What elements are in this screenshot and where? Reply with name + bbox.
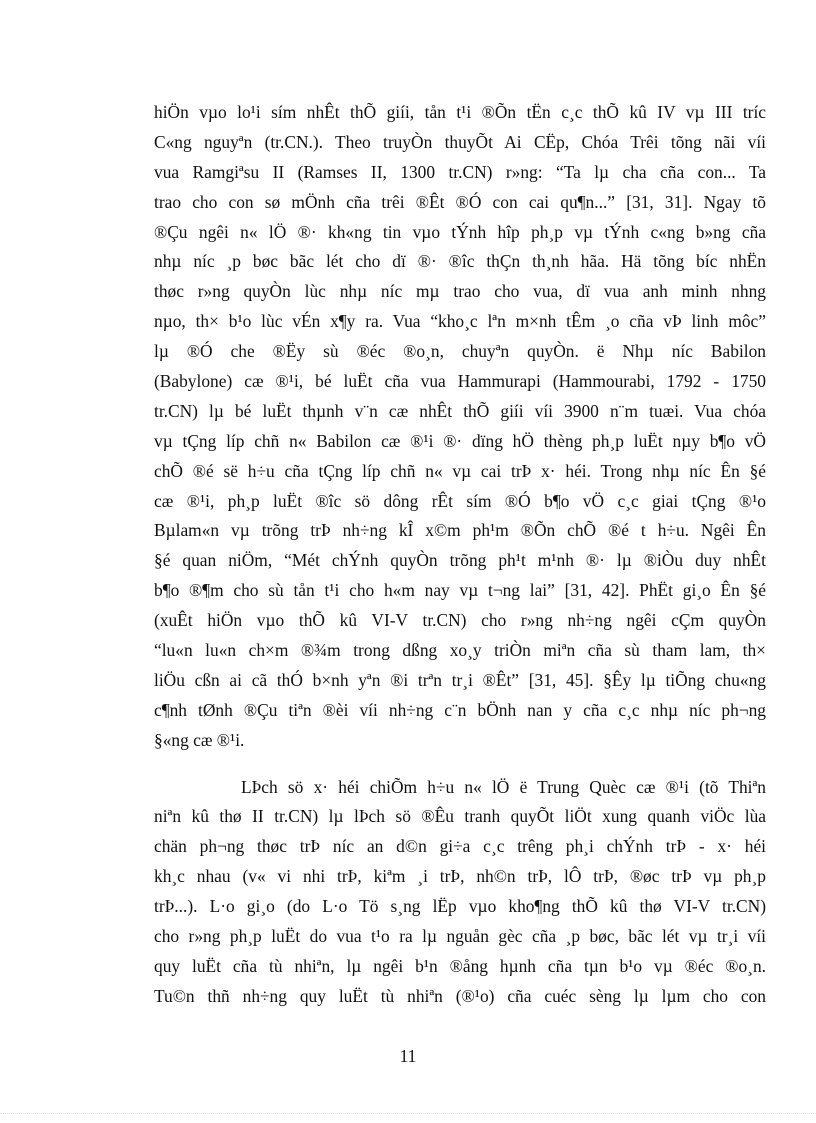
text-line: §é quan niÖm, “Mét chÝnh quyÒn trõng ph¹t m¹nh ®· lµ ®iÒu duy nhÊt [154,550,766,571]
page-number: 11 [399,1046,417,1066]
paragraph-1 [154,98,766,756]
text-line: (xuÊt hiÖn vµo thÕ kû VI-V tr.CN) cho r»ng nh÷ng ngêi cÇm quyÒn [154,610,766,631]
text-line: (Babylone) cæ ®¹i, bé luËt cña vua Hammurapi (Hammourabi, 1792 - 1750 [154,371,766,392]
text-line: ®Çu ngêi n« lÖ ®· kh«ng tin vµo tÝnh hîp ph¸p vµ tÝnh c«ng b»ng cña [154,221,766,242]
text-line: LÞch sö x· héi chiÕm h÷u n« lÖ ë Trung Quèc cæ ®¹i (tõ Thiªn [241,776,766,797]
body-text [154,98,766,1012]
text-line: kh¸c nhau (v« vi nhi trÞ, kiªm ¸i trÞ, nh©n trÞ, lÔ trÞ, ®øc trÞ vµ ph¸p [154,866,766,887]
text-line: lµ ®Ó che ®Ëy sù ®éc ®o¸n, chuyªn quyÒn. ë Nhµ níc Babilon [154,341,766,362]
text-line: vua Ramgiªsu II (Ramses II, 1300 tr.CN) r»ng: “Ta lµ cha cña con... Ta [154,161,766,182]
text-line: quy luËt cña tù nhiªn, lµ ngêi b¹n ®ång hµnh cña tµn b¹o vµ ®éc ®o¸n. [154,955,766,976]
text-line: cho r»ng ph¸p luËt do vua t¹o ra lµ nguån gèc cña ¸p bøc, bãc lét vµ tr¸i víi [154,926,766,947]
text-line: nhµ níc ¸p bøc bãc lét cho dï ®· ®îc thÇn th¸nh hãa. Hä tõng bíc nhËn [154,251,766,272]
paragraph-2 [154,773,766,1012]
text-line: niªn kû thø II tr.CN) lµ lÞch sö ®Êu tranh quyÕt liÖt xung quanh viÖc lùa [154,806,766,827]
text-line: chän ph¬ng thøc trÞ níc an d©n gi÷a c¸c trêng ph¸i chÝnh trÞ - x· héi [154,836,766,857]
text-line: vµ tÇng líp chñ n« Babilon cæ ®¹i ®· dïng hÖ thèng ph¸p luËt nµy b¶o vÖ [154,430,766,451]
paragraph-spacer [154,756,766,773]
text-line: cæ ®¹i, ph¸p luËt ®îc sö dông rÊt sím ®Ó b¶o vÖ c¸c giai tÇng ®¹o [154,490,766,511]
text-line: tr.CN) lµ bé luËt thµnh v¨n cæ nhÊt thÕ giíi víi 3900 n¨m tuæi. Vua chóa [154,400,766,421]
text-line: b¶o ®¶m cho sù tån t¹i cho h«m nay vµ t¬ng lai” [31, 42]. PhËt gi¸o Ên §é [154,580,766,601]
text-line: §«ng cæ ®¹i. [154,729,245,750]
page-bottom-divider [0,1113,816,1114]
text-line: c¶nh tØnh ®Çu tiªn ®èi víi nh÷ng c¨n bÖnh nan y cña c¸c nhµ níc ph¬ng [154,699,766,720]
text-line: liÖu cßn ai cã thÓ b×nh yªn ®i trªn tr¸i ®Êt” [31, 45]. §Êy lµ tiÕng chu«ng [154,669,766,690]
text-line: chÕ ®é së h÷u cña tÇng líp chñ n« vµ cai trÞ x· héi. Trong nhµ níc Ên §é [154,460,766,481]
text-line: thøc r»ng quyÒn lùc nhµ níc mµ trao cho vua, dï vua anh minh nhng [154,281,766,302]
text-line: Bµlam«n vµ trõng trÞ nh÷ng kÎ x©m ph¹m ®Õn chÕ ®é t h÷u. Ngêi Ên [154,520,766,541]
text-line: hiÖn vµo lo¹i sím nhÊt thÕ giíi, tån t¹i ®Õn tËn c¸c thÕ kû IV vµ III tríc [154,102,766,122]
text-line: trao cho con sø mÖnh cña trêi ®Êt ®Ó con cai qu¶n...” [31, 31]. Ngay tõ [154,191,766,212]
text-line: nµo, th× b¹o lùc vÉn x¶y ra. Vua “kho¸c lªn m×nh tÊm ¸o cña vÞ linh môc” [154,311,766,332]
text-line: C«ng nguyªn (tr.CN.). Theo truyÒn thuyÕt Ai CËp, Chóa Trêi tõng nãi víi [154,131,766,152]
text-line: “lu«n lu«n ch×m ®¾m trong dßng xo¸y triÒn miªn cña sù tham lam, th× [154,640,766,661]
text-line: Tu©n thñ nh÷ng quy luËt tù nhiªn (®¹o) cña cuéc sèng lµ lµm cho con [154,985,766,1006]
text-line: trÞ...). L·o gi¸o (do L·o Tö s¸ng lËp vµo kho¶ng thÕ kû thø VI-V tr.CN) [154,896,766,917]
